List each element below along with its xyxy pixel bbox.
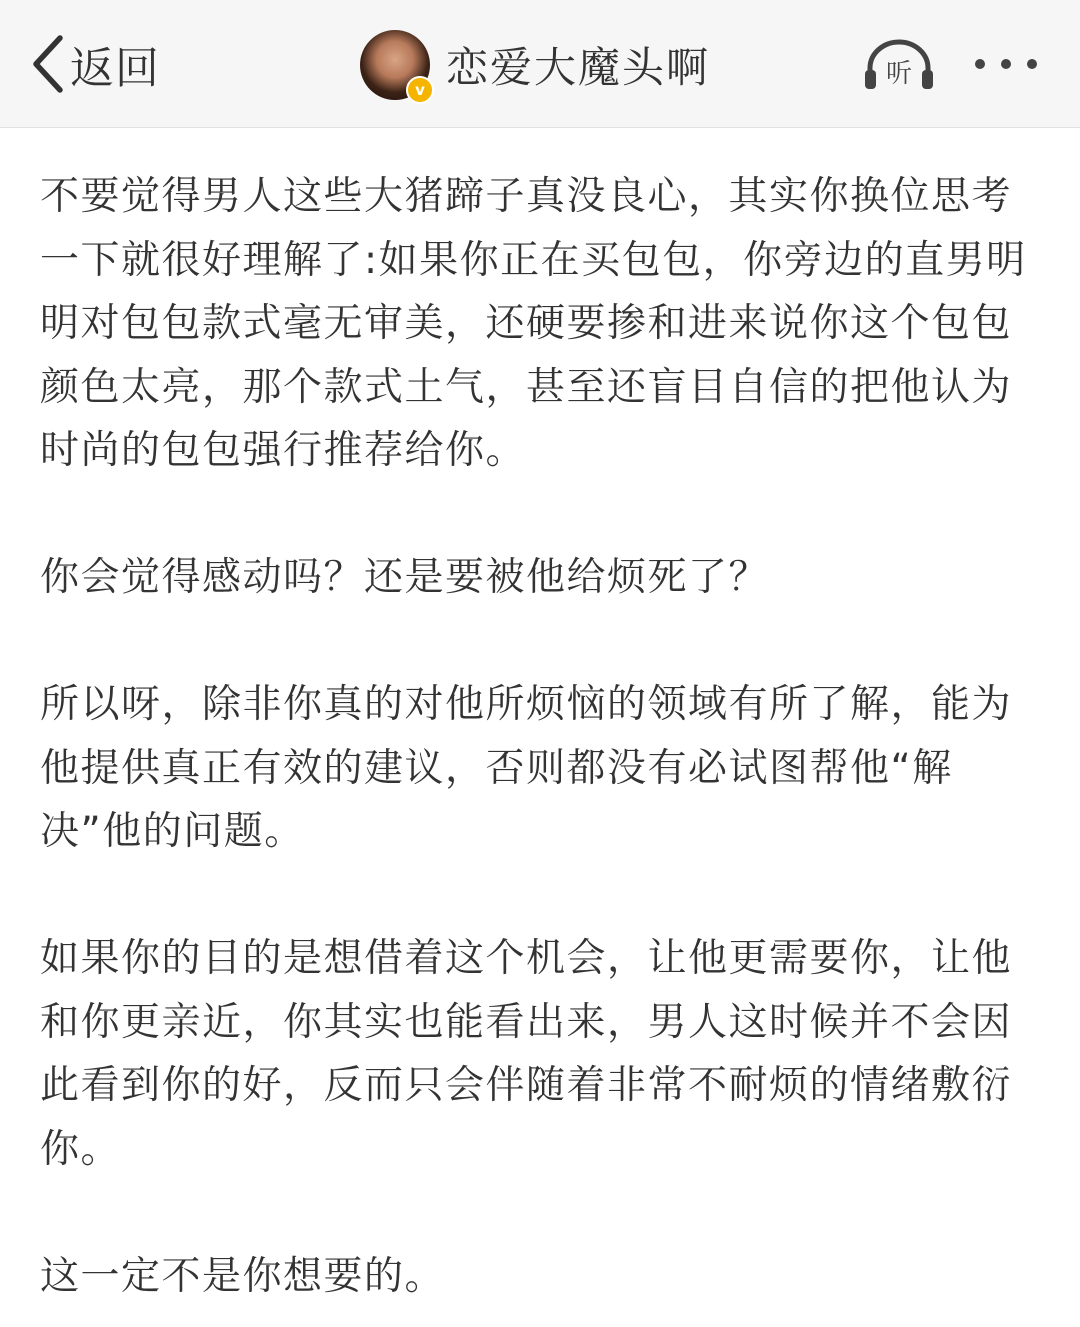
paragraph-spacer <box>40 483 1040 547</box>
chevron-left-icon <box>30 34 64 94</box>
listen-button[interactable] <box>862 38 936 92</box>
post-content <box>40 165 1040 1308</box>
author-profile[interactable] <box>360 30 710 100</box>
post-paragraph: 所以呀，除非你真的对他所烦恼的领域有所了解，能为他提供真正有效的建议，否则都没有必试图帮他“解决”他的问题。 <box>40 682 1013 854</box>
post-paragraph: 如果你的目的是想借着这个机会，让他更需要你，让他和你更亲近，你其实也能看出来，男人这时候并不会因此看到你的好，反而只会伴随着非常不耐烦的情绪敷衍你。 <box>40 936 1013 1172</box>
avatar[interactable] <box>360 30 430 100</box>
post-paragraph: 不要觉得男人这些大猪蹄子真没良心，其实你换位思考一下就很好理解了:如果你正在买包包，你旁边的直男明明对包包款式毫无审美，还硬要掺和进来说你这个包包颜色太亮，那个款式土气，甚至还盲目自信的把他认为时尚的包包强行推荐给你。 <box>40 174 1027 473</box>
paragraph-spacer <box>40 610 1040 674</box>
more-dots-icon <box>970 44 1042 84</box>
post-paragraph: 你会觉得感动吗？还是要被他给烦死了？ <box>40 555 770 600</box>
paragraph-spacer <box>40 1181 1040 1245</box>
headphones-icon <box>862 38 936 92</box>
back-label: 返回 <box>70 43 160 94</box>
verified-badge-icon: v <box>406 76 434 104</box>
listen-label: 听 <box>885 59 913 89</box>
more-options-button[interactable] <box>970 44 1042 84</box>
top-navigation-bar <box>0 0 1080 128</box>
author-username[interactable]: 恋爱大魔头啊 <box>446 43 711 92</box>
back-button[interactable] <box>30 32 160 96</box>
post-paragraph: 这一定不是你想要的。 <box>40 1253 446 1299</box>
paragraph-spacer <box>40 864 1040 928</box>
